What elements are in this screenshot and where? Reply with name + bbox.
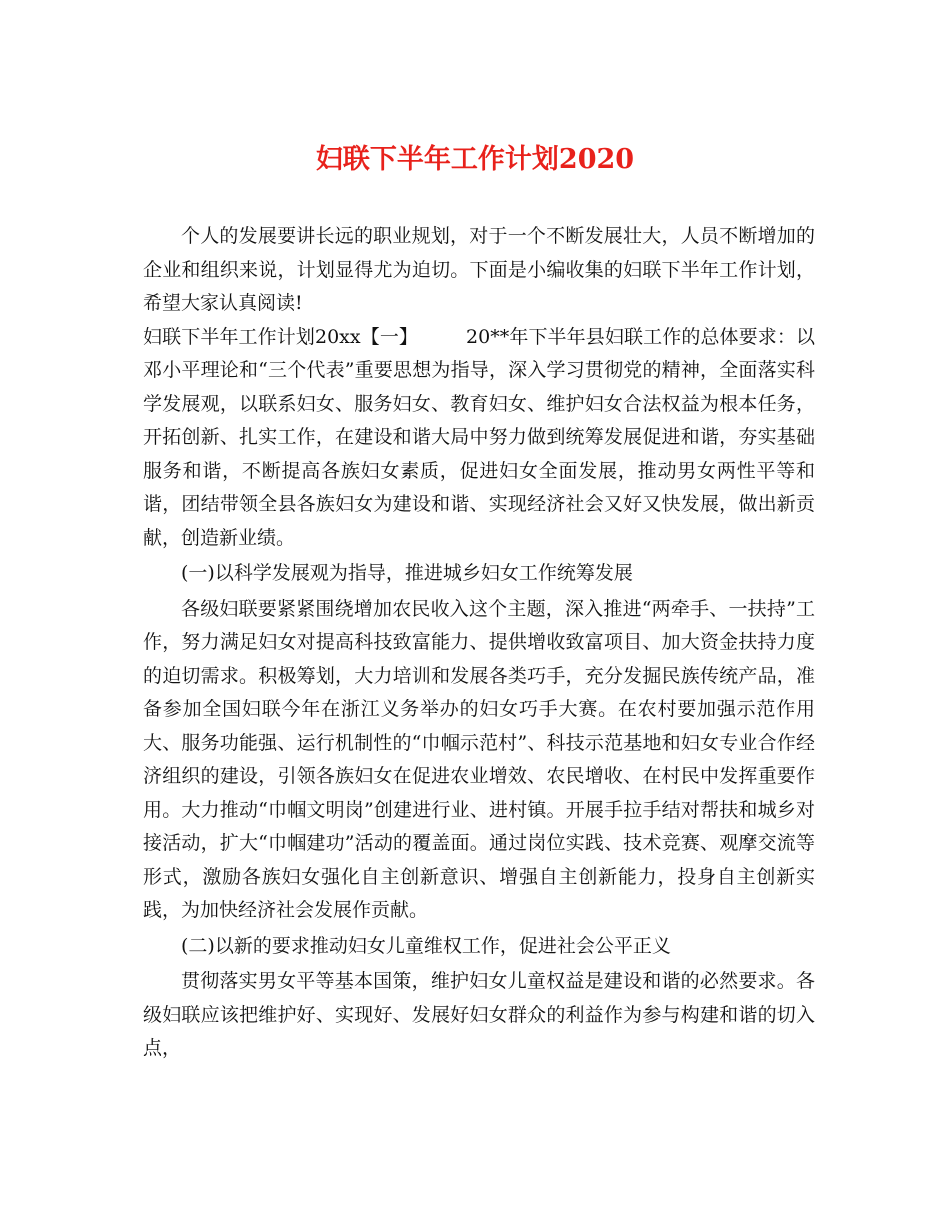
section-2-heading: (二)以新的要求推动妇女儿童维权工作，促进社会公平正义 <box>181 934 671 957</box>
section-1-heading: (一)以科学发展观为指导，推进城乡妇女工作统筹发展 <box>181 562 633 584</box>
intro-paragraph: 个人的发展要讲长远的职业规划，对于一个不断发展壮大，人员不断增加的企业和组织来说，计划显得尤为迫切。下面是小编收集的妇联下半年工作计划，希望大家认真阅读! <box>143 225 815 314</box>
document-body <box>143 220 815 1066</box>
section-2-body: 贯彻落实男女平等基本国策，维护妇女儿童权益是建设和谐的必然要求。各级妇联应该把维护好、实现好、发展好妇女群众的利益作为参与构建和谐的切入点， <box>143 970 815 1059</box>
plan-heading: 妇联下半年工作计划20xx【一】 <box>143 325 419 348</box>
plan-paragraph <box>143 321 815 556</box>
document-title: 妇联下半年工作计划2020 <box>315 144 635 175</box>
plan-overview: 20**年下半年县妇联工作的总体要求：以邓小平理论和“三个代表”重要思想为指导，深入学习贯彻党的精神，全面落实科学发展观，以联系妇女、服务妇女、教育妇女、维护妇女合法权益为根本任务，开拓创新、扎实工作，在建设和谐大局中努力做到统筹发展促进和谐，夯实基础服务和谐，不断提高各族妇女素质，促进妇女全面发展，推动男女两性平等和谐，团结带领全县各族妇女为建设和谐、实现经济社会又好又快发展，做出新贡献，创造新业绩。 <box>143 325 815 549</box>
section-1-body: 各级妇联要紧紧围绕增加农民收入这个主题，深入推进“两牵手、一扶持”工作，努力满足妇女对提高科技致富能力、提供增收致富项目、加大资金扶持力度的迫切需求。积极筹划，大力培训和发展各类巧手，充分发掘民族传统产品，准备参加全国妇联今年在浙江义务举办的妇女巧手大赛。在农村要加强示范作用大、服务功能强、运行机制性的“巾帼示范村”、科技示范基地和妇女专业合作经济组织的建设，引领各族妇女在促进农业增效、农民增收、在村民中发挥重要作用。大力推动“巾帼文明岗”创建进行业、进村镇。开展手拉手结对帮扶和城乡对接活动，扩大“巾帼建功”活动的覆盖面。通过岗位实践、技术竞赛、观摩交流等形式，激励各族妇女强化自主创新意识、增强自主创新能力，投身自主创新实践，为加快经济社会发展作贡献。 <box>143 597 815 921</box>
